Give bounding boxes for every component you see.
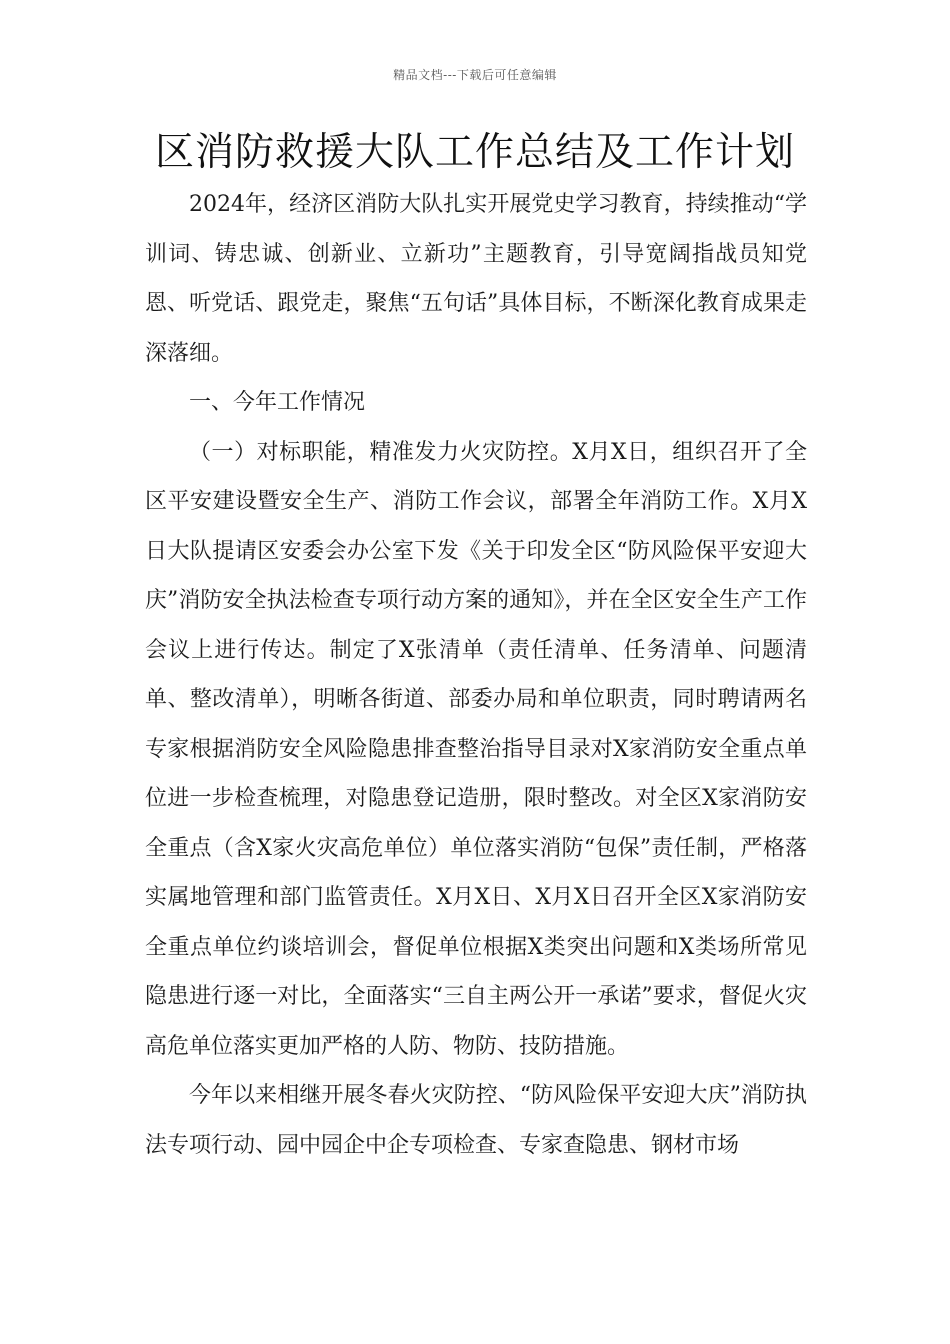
paragraph-intro: 2024年，经济区消防大队扎实开展党史学习教育，持续推动“学训词、铸忠诚、创新业、立新功”主题教育，引导宽阔指战员知党恩、听党话、跟党走，聚焦“五句话”具体目标，不断深化教育成果走深落细。	[145, 192, 807, 366]
document-title: 区消防救援大队工作总结及工作计划	[154, 130, 795, 175]
paragraph-special-actions: 今年以来相继开展冬春火灾防控、“防风险保平安迎大庆”消防执法专项行动、园中园企中企专项检查、专家查隐患、钢材市场	[145, 1083, 807, 1158]
section-heading: 一、今年工作情况	[189, 390, 366, 415]
document-body	[145, 180, 807, 1170]
paragraph-fire-prevention: （一）对标职能，精准发力火灾防控。X月X日，组织召开了全区平安建设暨安全生产、消防工作会议，部署全年消防工作。X月X日大队提请区安委会办公室下发《关于印发全区“防风险保平安迎大庆”消防安全执法检查专项行动方案的通知》，并在全区安全生产工作会议上进行传达。制定了X张清单（责任清单、任务清单、问题清单、整改清单），明晰各街道、部委办局和单位职责，同时聘请两名专家根据消防安全风险隐患排查整治指导目录对X家消防安全重点单位进一步检查梳理，对隐患登记造册，限时整改。对全区X家消防安全重点（含X家火灾高危单位）单位落实消防“包保”责任制，严格落实属地管理和部门监管责任。X月X日、X月X日召开全区X家消防安全重点单位约谈培训会，督促单位根据X类突出问题和X类场所常见隐患进行逐一对比，全面落实“三自主两公开一承诺”要求，督促火灾高危单位落实更加严格的人防、物防、技防措施。	[145, 439, 808, 1059]
header-note: 精品文档---下载后可任意编辑	[393, 68, 557, 82]
